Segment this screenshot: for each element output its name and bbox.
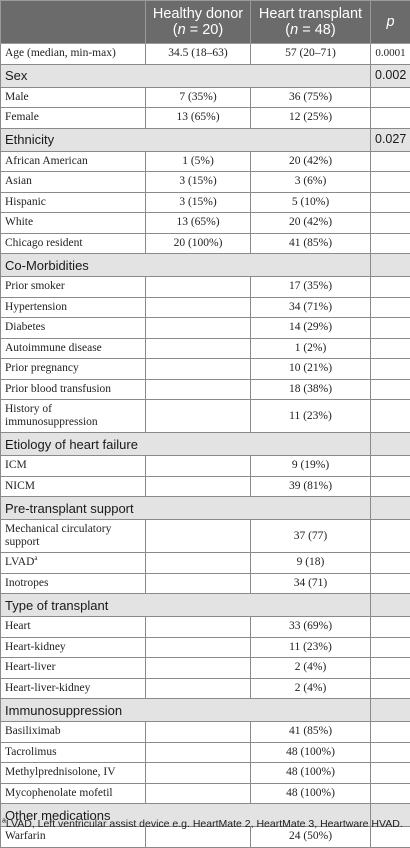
heart-transplant-cell: 9 (18) bbox=[251, 553, 371, 574]
healthy-donor-cell bbox=[146, 456, 251, 477]
row-label: Methylprednisolone, IV bbox=[1, 763, 146, 784]
healthy-donor-cell: 13 (65%) bbox=[146, 108, 251, 129]
header-healthy-donor bbox=[146, 1, 251, 44]
heart-transplant-cell: 1 (2%) bbox=[251, 338, 371, 359]
heart-transplant-cell: 48 (100%) bbox=[251, 742, 371, 763]
p-value-cell bbox=[371, 617, 410, 638]
healthy-donor-cell: 34.5 (18–63) bbox=[146, 44, 251, 65]
p-value-cell bbox=[371, 213, 410, 234]
heart-transplant-cell: 12 (25%) bbox=[251, 108, 371, 129]
p-value-cell bbox=[371, 637, 410, 658]
row-label: Age (median, min-max) bbox=[1, 44, 146, 65]
p-value-cell bbox=[371, 277, 410, 298]
p-value-cell bbox=[371, 658, 410, 679]
healthy-donor-cell bbox=[146, 783, 251, 804]
table-body bbox=[1, 44, 410, 848]
section-p-value bbox=[371, 594, 410, 617]
table-row bbox=[1, 573, 410, 594]
section-label: Ethnicity bbox=[1, 128, 371, 151]
section-label: Co-Morbidities bbox=[1, 254, 371, 277]
section-header-row bbox=[1, 699, 410, 722]
heart-transplant-cell: 3 (6%) bbox=[251, 172, 371, 193]
healthy-donor-cell bbox=[146, 520, 251, 553]
healthy-donor-cell bbox=[146, 297, 251, 318]
healthy-donor-cell: 13 (65%) bbox=[146, 213, 251, 234]
p-value-cell bbox=[371, 338, 410, 359]
p-value-cell: 0.0001 bbox=[371, 44, 410, 65]
table-row bbox=[1, 617, 410, 638]
healthy-donor-cell bbox=[146, 277, 251, 298]
header-healthy-donor-title: Healthy donor bbox=[149, 6, 247, 22]
row-label: Hypertension bbox=[1, 297, 146, 318]
p-value-cell bbox=[371, 763, 410, 784]
table-row bbox=[1, 520, 410, 553]
table-row bbox=[1, 722, 410, 743]
row-label: Chicago resident bbox=[1, 233, 146, 254]
healthy-donor-cell bbox=[146, 338, 251, 359]
row-label: Hispanic bbox=[1, 192, 146, 213]
section-header-row bbox=[1, 497, 410, 520]
row-label: Male bbox=[1, 87, 146, 108]
row-label: Prior pregnancy bbox=[1, 359, 146, 380]
row-label: History of immunosuppression bbox=[1, 400, 146, 433]
heart-transplant-cell: 48 (100%) bbox=[251, 783, 371, 804]
row-label: LVAD$^a$ bbox=[1, 553, 146, 574]
heart-transplant-cell: 34 (71) bbox=[251, 573, 371, 594]
row-label: Heart-kidney bbox=[1, 637, 146, 658]
heart-transplant-cell: 2 (4%) bbox=[251, 658, 371, 679]
heart-transplant-cell: 18 (38%) bbox=[251, 379, 371, 400]
heart-transplant-cell: 17 (35%) bbox=[251, 277, 371, 298]
healthy-donor-cell bbox=[146, 553, 251, 574]
row-label: White bbox=[1, 213, 146, 234]
heart-transplant-cell: 41 (85%) bbox=[251, 722, 371, 743]
table-row bbox=[1, 456, 410, 477]
p-value-cell bbox=[371, 520, 410, 553]
row-label: Autoimmune disease bbox=[1, 338, 146, 359]
heart-transplant-cell: 20 (42%) bbox=[251, 151, 371, 172]
table-row bbox=[1, 44, 410, 65]
table-row bbox=[1, 192, 410, 213]
table-row bbox=[1, 553, 410, 574]
healthy-donor-cell bbox=[146, 637, 251, 658]
section-header-row bbox=[1, 433, 410, 456]
heart-transplant-cell: 39 (81%) bbox=[251, 476, 371, 497]
p-value-cell bbox=[371, 359, 410, 380]
row-label: NICM bbox=[1, 476, 146, 497]
healthy-donor-cell bbox=[146, 742, 251, 763]
table-row bbox=[1, 338, 410, 359]
healthy-donor-cell: 3 (15%) bbox=[146, 172, 251, 193]
row-label: Heart bbox=[1, 617, 146, 638]
row-label: Tacrolimus bbox=[1, 742, 146, 763]
section-label: Etiology of heart failure bbox=[1, 433, 371, 456]
row-label: Mycophenolate mofetil bbox=[1, 783, 146, 804]
heart-transplant-cell: 11 (23%) bbox=[251, 637, 371, 658]
table-row bbox=[1, 297, 410, 318]
heart-transplant-cell: 36 (75%) bbox=[251, 87, 371, 108]
section-p-value bbox=[371, 497, 410, 520]
table-row bbox=[1, 476, 410, 497]
p-value-cell bbox=[371, 318, 410, 339]
row-label: Mechanical circulatory support bbox=[1, 520, 146, 553]
p-value-cell bbox=[371, 722, 410, 743]
footnote-marker: a bbox=[34, 554, 37, 562]
p-value-cell bbox=[371, 297, 410, 318]
healthy-donor-cell: 3 (15%) bbox=[146, 192, 251, 213]
healthy-donor-cell bbox=[146, 658, 251, 679]
healthy-donor-cell bbox=[146, 573, 251, 594]
healthy-donor-cell: 7 (35%) bbox=[146, 87, 251, 108]
heart-transplant-cell: 41 (85%) bbox=[251, 233, 371, 254]
p-value-cell bbox=[371, 108, 410, 129]
heart-transplant-cell: 9 (19%) bbox=[251, 456, 371, 477]
p-value-cell bbox=[371, 172, 410, 193]
p-value-cell bbox=[371, 476, 410, 497]
healthy-donor-cell bbox=[146, 359, 251, 380]
heart-transplant-cell: 57 (20–71) bbox=[251, 44, 371, 65]
table-row bbox=[1, 379, 410, 400]
row-label: Asian bbox=[1, 172, 146, 193]
healthy-donor-cell: 1 (5%) bbox=[146, 151, 251, 172]
healthy-donor-cell bbox=[146, 379, 251, 400]
header-p-value: p bbox=[371, 1, 410, 44]
heart-transplant-cell: 5 (10%) bbox=[251, 192, 371, 213]
table-row bbox=[1, 318, 410, 339]
row-label: Female bbox=[1, 108, 146, 129]
p-value-cell bbox=[371, 456, 410, 477]
header-healthy-donor-n: (n = 20) bbox=[149, 22, 247, 38]
header-heart-transplant-n: (n = 48) bbox=[254, 22, 367, 38]
p-value-cell bbox=[371, 87, 410, 108]
table-row bbox=[1, 359, 410, 380]
table-row bbox=[1, 108, 410, 129]
heart-transplant-cell: 11 (23%) bbox=[251, 400, 371, 433]
healthy-donor-cell bbox=[146, 476, 251, 497]
p-value-cell bbox=[371, 573, 410, 594]
table-row bbox=[1, 172, 410, 193]
table-row bbox=[1, 213, 410, 234]
healthy-donor-cell bbox=[146, 318, 251, 339]
heart-transplant-cell: 10 (21%) bbox=[251, 359, 371, 380]
p-value-cell bbox=[371, 553, 410, 574]
table-row bbox=[1, 277, 410, 298]
header-heart-transplant bbox=[251, 1, 371, 44]
healthy-donor-cell bbox=[146, 400, 251, 433]
p-value-cell bbox=[371, 742, 410, 763]
healthy-donor-cell bbox=[146, 678, 251, 699]
section-label: Immunosuppression bbox=[1, 699, 371, 722]
section-p-value bbox=[371, 699, 410, 722]
table-row bbox=[1, 763, 410, 784]
p-value-cell bbox=[371, 783, 410, 804]
section-label: Type of transplant bbox=[1, 594, 371, 617]
table-header-row bbox=[1, 1, 410, 44]
section-header-row bbox=[1, 128, 410, 151]
header-heart-transplant-title: Heart transplant bbox=[254, 6, 367, 22]
table-row bbox=[1, 400, 410, 433]
table-row bbox=[1, 151, 410, 172]
section-header-row bbox=[1, 254, 410, 277]
p-value-cell bbox=[371, 151, 410, 172]
row-label: ICM bbox=[1, 456, 146, 477]
header-blank bbox=[1, 1, 146, 44]
table-footnote: $^a$LVAD, Left ventricular assist device e.g. HeartMate 2, HeartMate 3, Heartware HVAD. bbox=[2, 818, 403, 830]
row-label: Heart-liver-kidney bbox=[1, 678, 146, 699]
table-row bbox=[1, 678, 410, 699]
heart-transplant-cell: 34 (71%) bbox=[251, 297, 371, 318]
healthy-donor-cell bbox=[146, 617, 251, 638]
healthy-donor-cell bbox=[146, 722, 251, 743]
heart-transplant-cell: 48 (100%) bbox=[251, 763, 371, 784]
heart-transplant-cell: 37 (77) bbox=[251, 520, 371, 553]
row-label: Warfarin bbox=[1, 827, 146, 848]
healthy-donor-cell bbox=[146, 763, 251, 784]
heart-transplant-cell: 24 (50%) bbox=[251, 827, 371, 848]
section-label: Sex bbox=[1, 64, 371, 87]
row-label: African American bbox=[1, 151, 146, 172]
section-header-row bbox=[1, 594, 410, 617]
section-p-value bbox=[371, 254, 410, 277]
section-header-row bbox=[1, 64, 410, 87]
table-row bbox=[1, 658, 410, 679]
section-p-value: 0.002 bbox=[371, 64, 410, 87]
p-value-cell bbox=[371, 379, 410, 400]
row-label: Inotropes bbox=[1, 573, 146, 594]
row-label: Prior blood transfusion bbox=[1, 379, 146, 400]
table-row bbox=[1, 742, 410, 763]
table-row bbox=[1, 87, 410, 108]
heart-transplant-cell: 2 (4%) bbox=[251, 678, 371, 699]
section-label: Other medications bbox=[1, 804, 371, 827]
row-label: Basiliximab bbox=[1, 722, 146, 743]
section-label: Pre-transplant support bbox=[1, 497, 371, 520]
section-p-value: 0.027 bbox=[371, 128, 410, 151]
row-label: Heart-liver bbox=[1, 658, 146, 679]
p-value-cell bbox=[371, 400, 410, 433]
heart-transplant-cell: 33 (69%) bbox=[251, 617, 371, 638]
table-row bbox=[1, 637, 410, 658]
p-value-cell bbox=[371, 233, 410, 254]
heart-transplant-cell: 14 (29%) bbox=[251, 318, 371, 339]
heart-transplant-cell: 20 (42%) bbox=[251, 213, 371, 234]
p-value-cell bbox=[371, 192, 410, 213]
table-row bbox=[1, 783, 410, 804]
healthy-donor-cell: 20 (100%) bbox=[146, 233, 251, 254]
p-value-cell bbox=[371, 678, 410, 699]
row-label: Prior smoker bbox=[1, 277, 146, 298]
table-row bbox=[1, 233, 410, 254]
row-label: Diabetes bbox=[1, 318, 146, 339]
section-p-value bbox=[371, 433, 410, 456]
